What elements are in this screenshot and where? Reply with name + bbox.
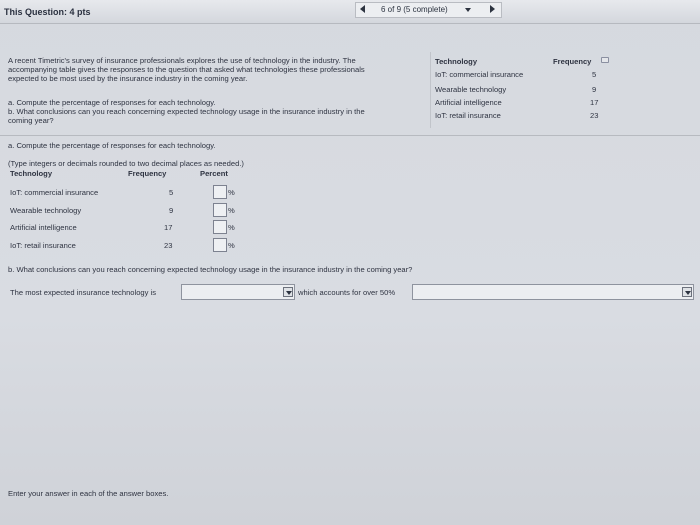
sentence-start: The most expected insurance technology is <box>10 288 157 297</box>
col-technology: Technology <box>10 169 53 178</box>
ref-col-technology: Technology <box>435 57 478 66</box>
intro-line-2: accompanying table gives the responses to the question that asked what technologies these professionals <box>8 65 365 74</box>
ref-row-tech: IoT: retail insurance <box>435 111 501 120</box>
ref-col-frequency: Frequency <box>553 57 592 66</box>
percent-sign: % <box>228 241 235 250</box>
question-header-bar <box>0 0 700 24</box>
percent-input-wearable[interactable] <box>213 203 227 217</box>
part-b-prompt-line-1: b. What conclusions can you reach concerning expected technology usage in the insurance industry in the <box>8 107 365 116</box>
intro-line-3: expected to be most used by the insurance industry in the coming year. <box>8 74 248 83</box>
part-b-prompt-line-2: coming year? <box>8 116 54 125</box>
answer-row-freq: 5 <box>169 188 174 197</box>
next-question-icon[interactable] <box>490 5 495 13</box>
answer-row-tech: Artificial intelligence <box>10 223 77 232</box>
col-frequency: Frequency <box>128 169 167 178</box>
ref-row-freq: 9 <box>592 85 597 94</box>
answer-row-tech: Wearable technology <box>10 206 82 215</box>
section-a-heading: a. Compute the percentage of responses for each technology. <box>8 141 216 150</box>
previous-question-icon[interactable] <box>360 5 365 13</box>
rounding-instruction: (Type integers or decimals rounded to two decimal places as needed.) <box>8 159 244 168</box>
chevron-down-icon[interactable] <box>465 8 471 12</box>
answer-row-tech: IoT: commercial insurance <box>10 188 99 197</box>
section-divider <box>0 135 700 136</box>
chevron-down-icon[interactable] <box>682 287 692 297</box>
section-b-question: b. What conclusions can you reach concerning expected technology usage in the insurance industry in the coming year? <box>8 265 413 274</box>
answer-row-freq: 23 <box>164 241 173 250</box>
ref-row-tech: IoT: commercial insurance <box>435 70 524 79</box>
ref-row-freq: 17 <box>590 98 599 107</box>
question-points-label: This Question: 4 pts <box>4 7 91 17</box>
ref-row-tech: Artificial intelligence <box>435 98 502 107</box>
percent-input-iot-commercial[interactable] <box>213 185 227 199</box>
percent-sign: % <box>228 206 235 215</box>
answer-hint: Enter your answer in each of the answer boxes. <box>8 489 169 498</box>
conclusion-select[interactable] <box>412 284 694 300</box>
ref-row-freq: 23 <box>590 111 599 120</box>
intro-line-1: A recent Timetric's survey of insurance professionals explores the use of technology in the industry. The <box>8 56 356 65</box>
answer-row-tech: IoT: retail insurance <box>10 241 76 250</box>
sentence-mid: which accounts for over 50% <box>298 288 396 297</box>
col-percent: Percent <box>200 169 228 178</box>
question-progress-dropdown[interactable]: 6 of 9 (5 complete) <box>381 5 448 14</box>
copy-table-icon[interactable] <box>601 57 609 63</box>
chevron-down-icon[interactable] <box>283 287 293 297</box>
table-divider <box>430 52 431 128</box>
question-content <box>0 24 700 525</box>
part-a-prompt: a. Compute the percentage of responses for each technology. <box>8 98 216 107</box>
percent-sign: % <box>228 223 235 232</box>
answer-row-freq: 9 <box>169 206 174 215</box>
ref-row-freq: 5 <box>592 70 597 79</box>
technology-select[interactable] <box>181 284 295 300</box>
answer-row-freq: 17 <box>164 223 173 232</box>
percent-input-ai[interactable] <box>213 220 227 234</box>
percent-sign: % <box>228 188 235 197</box>
percent-input-iot-retail[interactable] <box>213 238 227 252</box>
ref-row-tech: Wearable technology <box>435 85 507 94</box>
